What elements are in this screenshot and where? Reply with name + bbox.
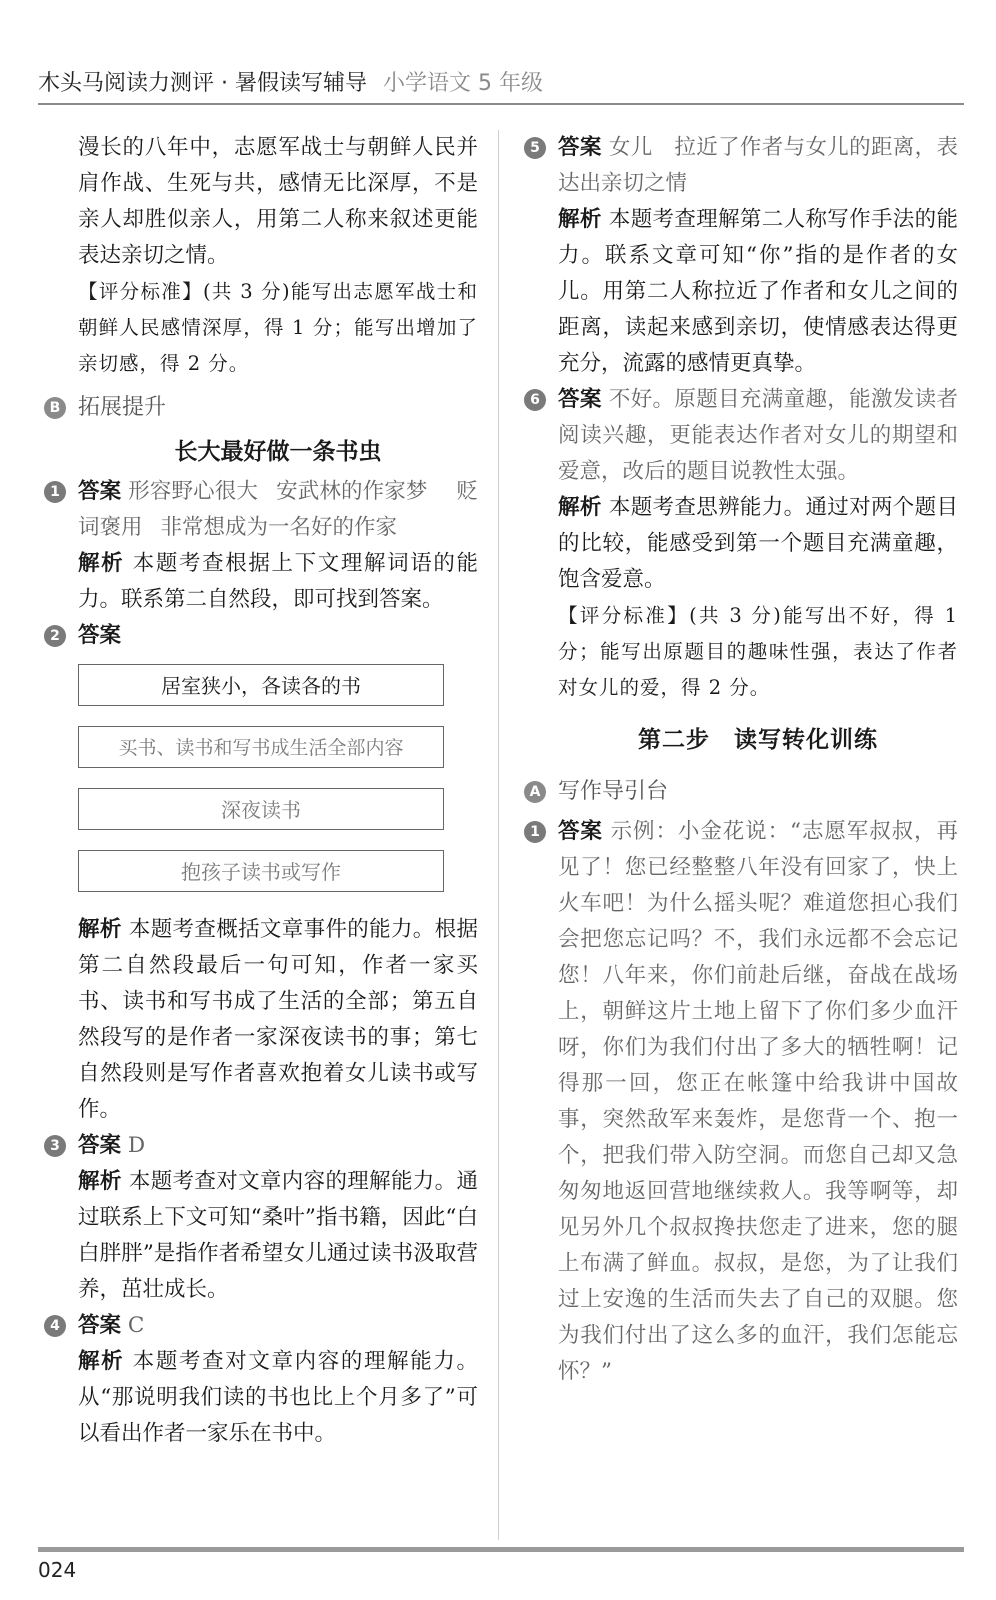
answer-text: 不好。原题目充满童趣，能激发读者阅读兴趣，更能表达作者对女儿的期望和爱意，改后的题目说教性太强。	[558, 387, 958, 484]
section-writing-guide	[529, 770, 958, 814]
answer-text: 女儿 拉近了作者与女儿的距离，表达出亲切之情	[558, 135, 958, 196]
q6-rubric: 【评分标准】(共 3 分)能写出不好，得 1 分；能写出原题目的趣味性强，表达了作者对女儿的爱，得 2 分。	[558, 604, 958, 699]
left-column	[49, 130, 478, 1452]
analysis-text: 本题考查概括文章事件的能力。根据第二自然段最后一句可知，作者一家买书、读书和写书成了生活的全部；第五自然段写的是作者一家深夜读书的事；第七自然段则是写作者喜欢抱着女儿读书或写作。	[78, 917, 478, 1122]
answer-label: 答案	[78, 1313, 122, 1338]
column-divider	[498, 130, 499, 1540]
analysis-label: 解析	[558, 495, 602, 520]
question-number-2-icon: 2	[44, 625, 66, 647]
section-expand	[49, 386, 478, 430]
analysis-text: 本题考查理解第二人称写作手法的能力。联系文章可知“你”指的是作者的女儿。用第二人称拉近了作者和女儿之间的距离，读起来感到亲切，使情感表达得更充分，流露的感情更真挚。	[558, 207, 958, 376]
story-title: 长大最好做一条书虫	[174, 438, 382, 465]
section-title: 拓展提升	[78, 395, 167, 420]
question-6	[530, 382, 958, 706]
event-boxes	[78, 664, 478, 892]
analysis-text: 本题考查对文章内容的理解能力。从“那说明我们读的书也比上个月多了”可以看出作者一家乐在书中。	[78, 1349, 478, 1446]
question-1	[50, 474, 478, 618]
book-subtitle: 小学语文 5 年级	[382, 71, 543, 96]
analysis-text: 本题考查根据上下文理解词语的能力。联系第二自然段，即可找到答案。	[78, 551, 478, 612]
right-column	[529, 130, 958, 1390]
intro-rubric: 【评分标准】(共 3 分)能写出志愿军战士和朝鲜人民感情深厚，得 1 分；能写出增加了亲切感，得 2 分。	[78, 280, 478, 375]
answer-label: 答案	[78, 1133, 122, 1158]
answer-label: 答案	[558, 819, 603, 844]
answer-text: D	[127, 1133, 146, 1158]
step-title: 第二步 读写转化训练	[638, 726, 878, 753]
event-box: 深夜读书	[78, 788, 444, 830]
analysis-label: 解析	[78, 917, 122, 942]
answer-text: C	[127, 1313, 145, 1338]
answer-text: 形容野心很大	[128, 479, 258, 504]
intro-paragraph: 漫长的八年中，志愿军战士与朝鲜人民并肩作战、生死与共，感情无比深厚，不是亲人却胜似亲人，用第二人称来叙述更能表达亲切之情。	[78, 135, 478, 268]
question-number-3-icon: 3	[44, 1135, 66, 1157]
writing-question-1	[530, 814, 958, 1390]
answer-label: 答案	[558, 135, 602, 160]
question-number-5-icon: 5	[524, 137, 546, 159]
answer-label: 答案	[558, 387, 602, 412]
answer-text: 贬词褒用	[78, 479, 478, 540]
analysis-label: 解析	[78, 1349, 125, 1374]
analysis-label: 解析	[78, 551, 125, 576]
event-box: 抱孩子读书或写作	[78, 850, 444, 892]
question-number-1-icon: 1	[44, 481, 66, 503]
answer-text: 非常想成为一名好的作家	[160, 515, 398, 540]
answer-label: 答案	[78, 479, 122, 504]
section-title: 写作导引台	[558, 779, 669, 804]
event-box: 居室狭小，各读各的书	[78, 664, 444, 706]
question-5	[530, 130, 958, 382]
question-3	[50, 1128, 478, 1308]
page-number: 024	[38, 1558, 77, 1582]
question-4	[50, 1308, 478, 1452]
analysis-text: 本题考查思辨能力。通过对两个题目的比较，能感受到第一个题目充满童趣，饱含爱意。	[558, 495, 958, 592]
analysis-text: 本题考查对文章内容的理解能力。通过联系上下文可知“桑叶”指书籍，因此“白白胖胖”是指作者希望女儿通过读书汲取营养，茁壮成长。	[78, 1169, 478, 1302]
answer-label: 答案	[78, 623, 122, 648]
book-title: 木头马阅读力测评 · 暑假读写辅导	[38, 71, 367, 96]
event-box: 买书、读书和写书成生活全部内容	[78, 726, 444, 768]
answer-text: 示例：小金花说：“志愿军叔叔，再见了！您已经整整八年没有回家了，快上火车吧！为什么摇头呢？难道您担心我们会把您忘记吗？不，我们永远都不会忘记您！八年来，你们前赴后继，奋战在战场上，朝鲜这片土地上留下了你们多少血汗呀，你们为我们付出了多大的牺牲啊！记得那一回，您正在帐篷中给我讲中国故事，突然敌军来轰炸，是您背一个、抱一个，把我们带入防空洞。而您自己却又急匆匆地返回营地继续救人。我等啊等，却见另外几个叔叔搀扶您走了进来，您的腿上布满了鲜血。叔叔，是您，为了让我们过上安逸的生活而失去了自己的双腿。您为我们付出了这么多的血汗，我们怎能忘怀？”	[558, 819, 958, 1384]
analysis-label: 解析	[558, 207, 602, 232]
question-number-6-icon: 6	[524, 389, 546, 411]
section-b-icon: B	[44, 397, 66, 419]
footer-rule	[38, 1547, 964, 1552]
section-a-icon: A	[524, 781, 546, 803]
analysis-label: 解析	[78, 1169, 122, 1194]
page-header	[38, 66, 543, 97]
header-rule	[38, 103, 964, 105]
answer-text: 安武林的作家梦	[276, 479, 428, 504]
question-number-1-icon: 1	[524, 821, 546, 843]
question-number-4-icon: 4	[44, 1315, 66, 1337]
question-2	[50, 618, 478, 1128]
